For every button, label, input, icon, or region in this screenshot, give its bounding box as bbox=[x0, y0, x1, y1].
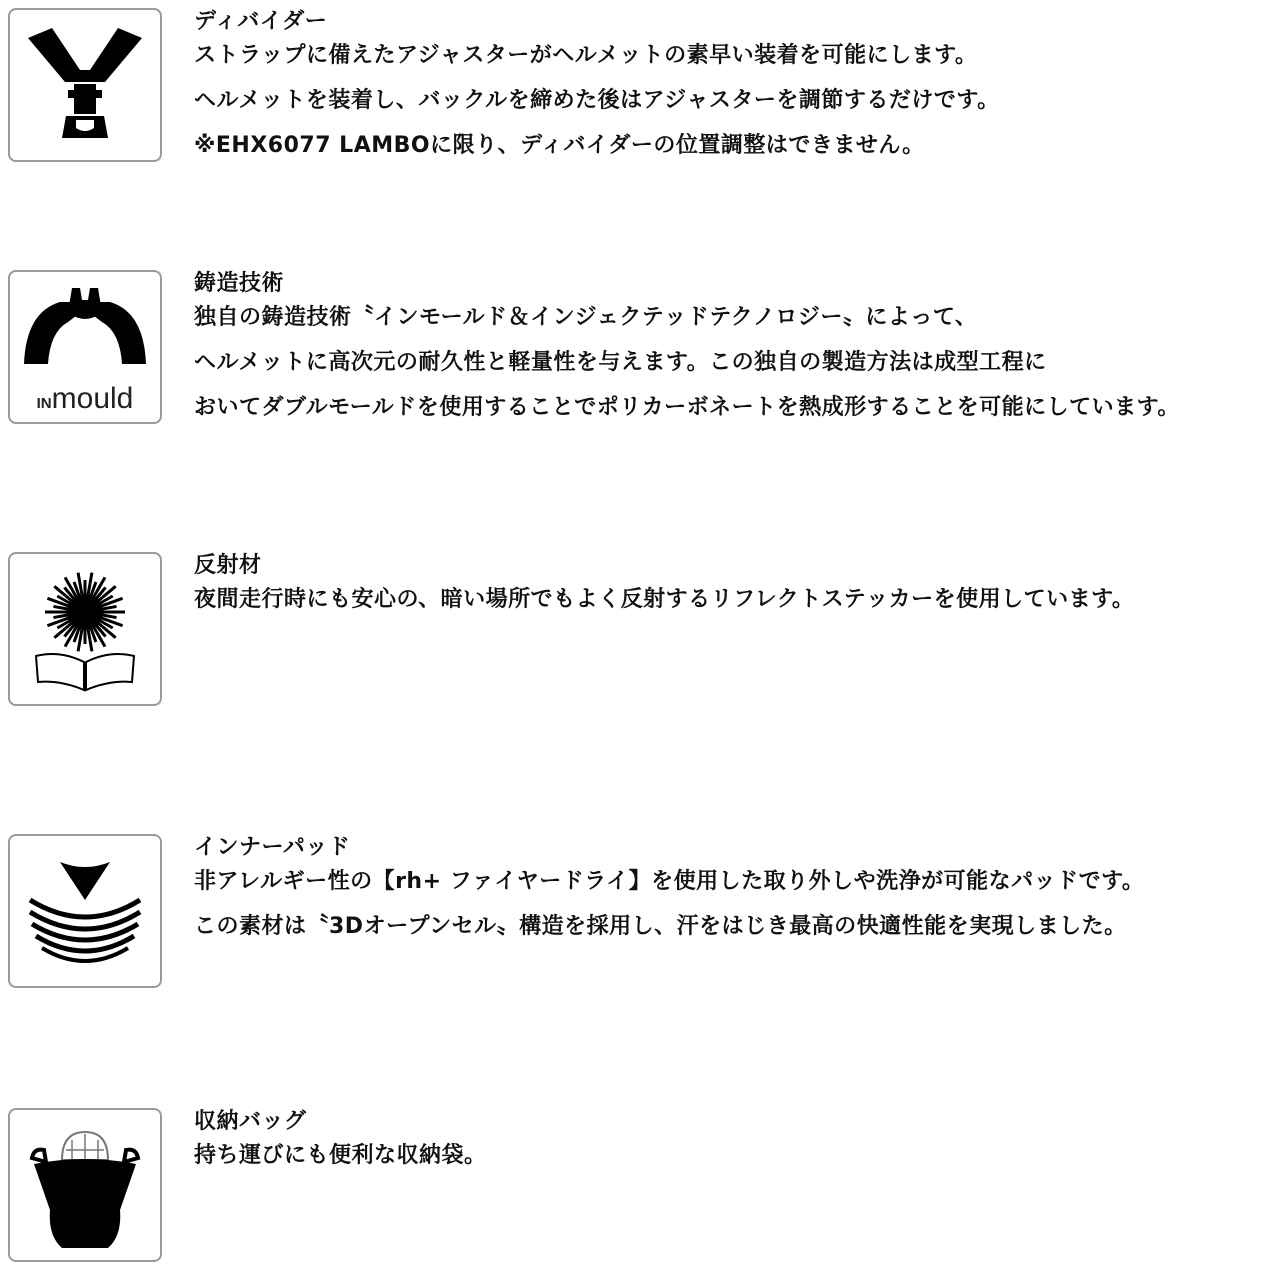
feature-icon-box bbox=[8, 270, 162, 424]
feature-title: 鋳造技術 bbox=[194, 271, 285, 296]
feature-line: ヘルメットを装着し、バックルを締めた後はアジャスターを調節するだけです。 bbox=[194, 88, 1000, 113]
feature-line: ※EHX6077 LAMBOに限り、ディバイダーの位置調整はできません。 bbox=[194, 133, 925, 158]
feature-line: 独自の鋳造技術〝インモールド＆インジェクテッドテクノロジー〟によって、 bbox=[194, 305, 978, 330]
feature-title: 収納バッグ bbox=[194, 1109, 307, 1134]
inmould-wordmark: INmould bbox=[36, 382, 134, 415]
feature-icon-box bbox=[8, 834, 162, 988]
feature-title: インナーパッド bbox=[194, 835, 351, 860]
y-strap-divider-icon bbox=[10, 10, 160, 160]
feature-line: この素材は〝3Dオープンセル〟構造を採用し、汗をはじき最高の快適性能を実現しました。 bbox=[194, 914, 1127, 939]
inner-pad-layers-icon bbox=[10, 836, 160, 986]
feature-icon-box bbox=[8, 8, 162, 162]
feature-title: ディバイダー bbox=[194, 9, 328, 34]
storage-bag-icon bbox=[10, 1110, 160, 1260]
feature-line: 持ち運びにも便利な収納袋。 bbox=[194, 1143, 487, 1168]
feature-line: 非アレルギー性の【rh+ ファイヤードライ】を使用した取り外しや洗浄が可能なパッドです。 bbox=[194, 869, 1145, 894]
feature-line: 夜間走行時にも安心の、暗い場所でもよく反射するリフレクトステッカーを使用しています。 bbox=[194, 587, 1135, 612]
feature-title: 反射材 bbox=[194, 553, 262, 578]
feature-icon-box bbox=[8, 1108, 162, 1262]
feature-line: おいてダブルモールドを使用することでポリカーボネートを熱成形することを可能にしています。 bbox=[194, 395, 1180, 420]
feature-icon-box bbox=[8, 552, 162, 706]
reflective-sun-icon bbox=[10, 554, 160, 704]
feature-line: ストラップに備えたアジャスターがヘルメットの素早い装着を可能にします。 bbox=[194, 43, 978, 68]
feature-line: ヘルメットに高次元の耐久性と軽量性を与えます。この独自の製造方法は成型工程に bbox=[194, 350, 1047, 375]
